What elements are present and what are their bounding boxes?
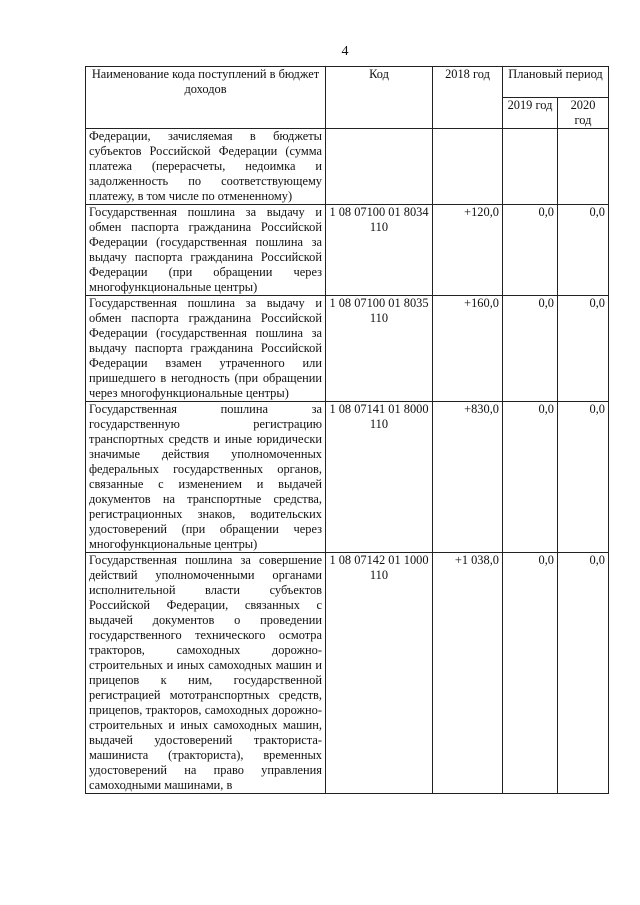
table-row [86, 205, 609, 296]
row-value-2020: 0,0 [558, 402, 609, 553]
row-value-2018: +160,0 [433, 296, 503, 402]
row-value-2019 [503, 129, 558, 205]
table-row [86, 129, 609, 205]
table-row [86, 296, 609, 402]
header-year-2020: 2020 год [558, 98, 609, 129]
header-planned-period: Плановый период [503, 67, 609, 98]
header-code: Код [326, 67, 433, 129]
row-value-2019: 0,0 [503, 296, 558, 402]
row-value-2018: +1 038,0 [433, 553, 503, 794]
row-value-2020: 0,0 [558, 553, 609, 794]
row-value-2020 [558, 129, 609, 205]
row-value-2020: 0,0 [558, 205, 609, 296]
row-value-2018: +120,0 [433, 205, 503, 296]
row-code [326, 129, 433, 205]
page-number: 4 [341, 44, 349, 59]
row-name: Федерации, зачисляемая в бюджеты субъектов Российской Федерации (сумма платежа (перерасчеты, недоимка и задолженность по соответствующему платежу, в том числе по отмененному) [86, 129, 326, 205]
table-row [86, 553, 609, 794]
header-name: Наименование кода поступлений в бюджет доходов [86, 67, 326, 129]
header-year-2018: 2018 год [433, 67, 503, 129]
row-value-2020: 0,0 [558, 296, 609, 402]
table-row [86, 402, 609, 553]
row-code: 1 08 07100 01 8034 110 [326, 205, 433, 296]
row-name: Государственная пошлина за выдачу и обмен паспорта гражданина Российской Федерации (государственная пошлина за выдачу паспорта гражданина Российской Федерации взамен утраченного или пришедшего в негодность (при обращении через многофункциональные центры) [86, 296, 326, 402]
header-year-2019: 2019 год [503, 98, 558, 129]
row-name: Государственная пошлина за совершение действий уполномоченными органами исполнительной власти субъектов Российской Федерации, связанных с выдачей документов о проведении государственного технического осмотра тракторов, самоходных дорожно-строительных и иных самоходных машин и прицепов к ним, государственной регистрацией мототранспортных средств, прицепов, тракторов, самоходных дорожно-строительных и иных самоходных машин, выдачей удостоверений тракториста-машиниста (тракториста), временных удостоверений на право управления самоходными машинами, в [86, 553, 326, 794]
revenue-table [85, 66, 609, 794]
row-value-2018 [433, 129, 503, 205]
table-header-row [86, 67, 609, 98]
row-value-2019: 0,0 [503, 553, 558, 794]
row-value-2019: 0,0 [503, 205, 558, 296]
row-value-2018: +830,0 [433, 402, 503, 553]
row-name: Государственная пошлина за выдачу и обмен паспорта гражданина Российской Федерации (государственная пошлина за выдачу паспорта гражданина Российской Федерации (при обращении через многофункциональные центры) [86, 205, 326, 296]
row-value-2019: 0,0 [503, 402, 558, 553]
row-code: 1 08 07100 01 8035 110 [326, 296, 433, 402]
row-name: Государственная пошлина за государственную регистрацию транспортных средств и иные юридически значимые действия уполномоченных федеральных государственных органов, связанные с изменением и выдачей документов на транспортные средства, регистрационных знаков, водительских удостоверений (при обращении через многофункциональные центры) [86, 402, 326, 553]
row-code: 1 08 07141 01 8000 110 [326, 402, 433, 553]
row-code: 1 08 07142 01 1000 110 [326, 553, 433, 794]
